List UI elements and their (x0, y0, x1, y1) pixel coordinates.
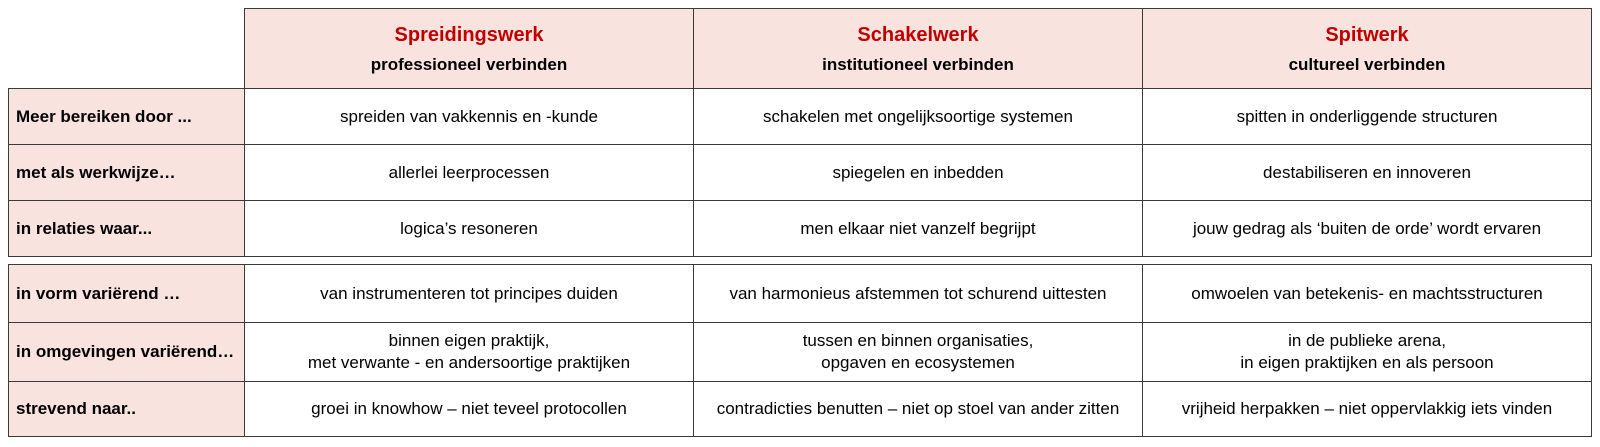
table-cell: spreiden van vakkennis en -kunde (244, 88, 694, 145)
table-cell: spiegelen en inbedden (693, 144, 1143, 201)
table-cell (244, 322, 694, 382)
cell-line: in de publieke arena, (1288, 331, 1446, 350)
column-subtitle: professioneel verbinden (370, 54, 568, 74)
cell-line: in eigen praktijken en als persoon (1240, 353, 1494, 372)
cell-line: met verwante - en andersoortige praktijken (307, 353, 631, 372)
table-cell: schakelen met ongelijksoortige systemen (693, 88, 1143, 145)
table-cell: spitten in onderliggende structuren (1142, 88, 1592, 145)
row-label-omgevingen: in omgevingen variërend… (8, 322, 245, 382)
cell-line: binnen eigen praktijk, (388, 331, 550, 350)
table-cell: contradicties benutten – niet op stoel van ander zitten (693, 381, 1143, 437)
row-label-vorm: in vorm variërend … (8, 264, 245, 323)
table-cell: jouw gedrag als ‘buiten de orde’ wordt ervaren (1142, 200, 1592, 257)
row-label-meer-bereiken: Meer bereiken door ... (8, 88, 245, 145)
table-cell: omwoelen van betekenis- en machtsstructuren (1142, 264, 1592, 323)
table-cell: groei in knowhow – niet teveel protocollen (244, 381, 694, 437)
table-cell: destabiliseren en innoveren (1142, 144, 1592, 201)
table-cell: vrijheid herpakken – niet oppervlakkig iets vinden (1142, 381, 1592, 437)
column-header-schakelwerk (693, 8, 1143, 89)
table-cell: logica’s resoneren (244, 200, 694, 257)
column-subtitle: cultureel verbinden (1288, 54, 1446, 74)
cell-line: opgaven en ecosystemen (821, 353, 1015, 372)
table-cell: van harmonieus afstemmen tot schurend uittesten (693, 264, 1143, 323)
table-cell: van instrumenteren tot principes duiden (244, 264, 694, 323)
column-header-spreidingswerk (244, 8, 694, 89)
cell-line: tussen en binnen organisaties, (802, 331, 1034, 350)
table-cell (1142, 322, 1592, 382)
row-label-werkwijze: met als werkwijze… (8, 144, 245, 201)
column-title: Schakelwerk (857, 23, 979, 46)
column-title: Spitwerk (1325, 23, 1409, 46)
column-subtitle: institutioneel verbinden (822, 54, 1014, 74)
row-label-relaties: in relaties waar... (8, 200, 245, 257)
table-cell: men elkaar niet vanzelf begrijpt (693, 200, 1143, 257)
column-header-spitwerk (1142, 8, 1592, 89)
table-cell: allerlei leerprocessen (244, 144, 694, 201)
row-label-strevend: strevend naar.. (8, 381, 245, 437)
column-title: Spreidingswerk (394, 23, 544, 46)
table-cell (693, 322, 1143, 382)
